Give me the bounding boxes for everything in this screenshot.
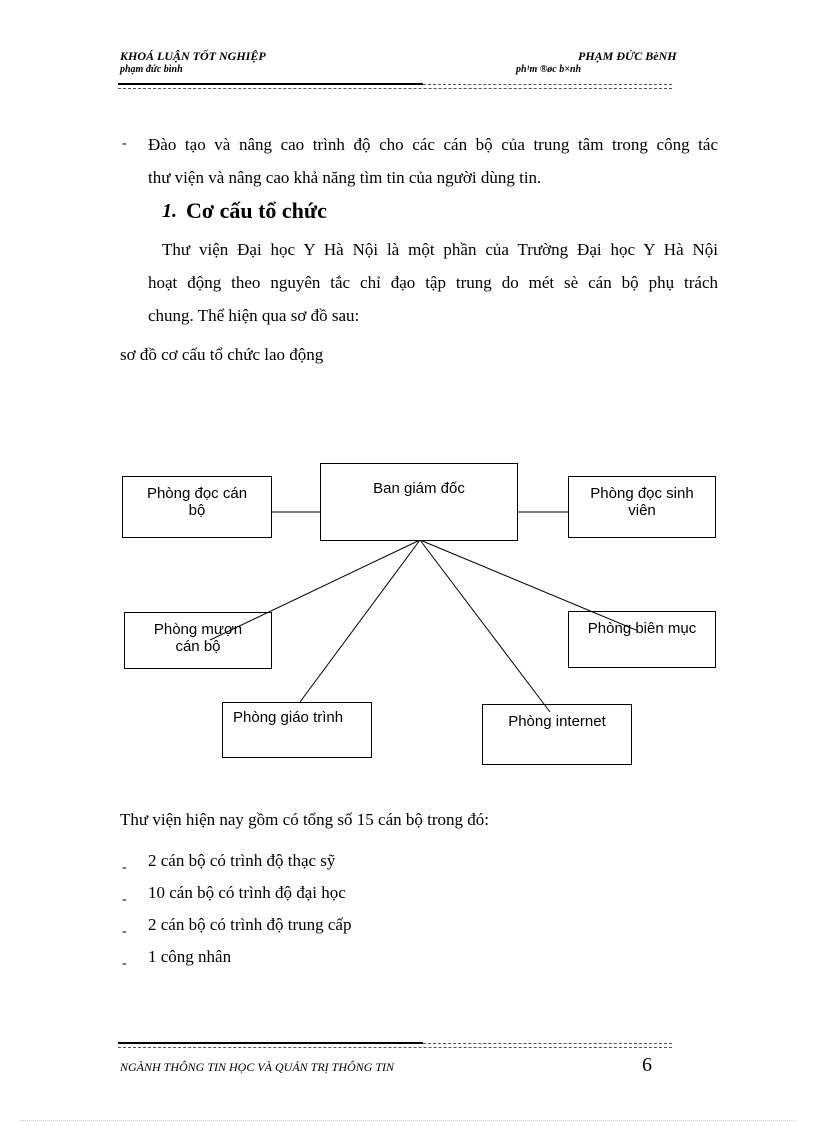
staff-item-mark-3: -	[122, 924, 127, 939]
staff-item-3: 2 cán bộ có trình độ trung cấp	[148, 915, 352, 934]
staff-item-2: 10 cán bộ có trình độ đại học	[148, 883, 346, 902]
staff-item-mark-2: -	[122, 892, 127, 907]
box-phong-doc-sinh-vien-line-2: viên	[628, 502, 656, 519]
box-phong-doc-can-bo-line-1: Phòng đọc cán	[146, 485, 248, 502]
staff-intro: Thư viện hiện nay gồm có tổng số 15 cán bộ trong đó:	[120, 810, 489, 829]
intro-bullet-line-2: thư viện và nâng cao khả năng tìm tin của người dùng tin.	[148, 168, 542, 187]
footer-rule-solid	[118, 1042, 423, 1044]
box-phong-internet-label: Phòng internet	[508, 713, 606, 730]
box-phong-muon-can-bo	[124, 612, 272, 669]
connector-bottom-left	[300, 540, 420, 702]
paragraph-line-2: hoạt động theo nguyên tắc chỉ đạo tập trung do mét sè cán bộ phụ trách	[148, 273, 718, 292]
header-right-title: PHẠM ĐỨC BèNH	[578, 49, 677, 63]
paragraph-line-1: Thư viện Đại học Y Hà Nội là một phần của Trường Đại học Y Hà Nội	[162, 240, 718, 259]
footer-rule-dotted	[423, 1043, 672, 1044]
box-phong-muon-can-bo-line-1: Phòng mượn	[153, 621, 243, 638]
staff-item-mark-1: -	[122, 860, 127, 875]
box-phong-bien-muc	[568, 611, 716, 668]
box-ban-giam-doc	[320, 463, 518, 541]
page-number: 6	[642, 1054, 652, 1076]
box-phong-bien-muc-label: Phòng biên mục	[587, 620, 697, 637]
header-left-title: KHOÁ LUẬN TỐT NGHIỆP	[120, 49, 266, 63]
section-title: Cơ cấu tổ chức	[186, 198, 327, 223]
intro-bullet-line-1: Đào tạo và nâng cao trình độ cho các cán bộ của trung tâm trong công tác	[148, 135, 718, 154]
box-phong-giao-trinh	[222, 702, 372, 758]
box-phong-internet	[482, 704, 632, 765]
box-phong-muon-can-bo-line-2: cán bộ	[175, 638, 221, 655]
header-right-subtitle: ph¹m ®øc b×nh	[516, 64, 582, 75]
box-phong-doc-sinh-vien-line-1: Phòng đọc sinh	[590, 485, 694, 502]
header-left-subtitle: phạm đức bình	[120, 64, 183, 75]
box-phong-doc-sinh-vien	[568, 476, 716, 538]
staff-item-1: 2 cán bộ có trình độ thạc sỹ	[148, 851, 336, 870]
footer-rule-lower	[118, 1047, 672, 1048]
page-bottom-edge	[20, 1120, 796, 1121]
box-phong-doc-can-bo-line-2: bộ	[188, 502, 206, 519]
box-phong-giao-trinh-label: Phòng giáo trình	[233, 709, 344, 726]
paragraph-line-3: chung. Thể hiện qua sơ đồ sau:	[148, 306, 360, 325]
connector-bottom-right	[420, 540, 550, 712]
footer-text: NGÀNH THÔNG TIN HỌC VÀ QUẢN TRỊ THÔNG TIN	[120, 1060, 395, 1074]
intro-bullet-mark: -	[122, 136, 127, 151]
staff-item-4: 1 công nhân	[148, 947, 232, 966]
box-ban-giam-doc-label: Ban giám đốc	[373, 480, 465, 497]
diagram-caption: sơ đồ cơ cấu tổ chức lao động	[120, 345, 324, 364]
section-number: 1.	[162, 200, 177, 222]
staff-item-mark-4: -	[122, 956, 127, 971]
box-phong-doc-can-bo	[122, 476, 272, 538]
